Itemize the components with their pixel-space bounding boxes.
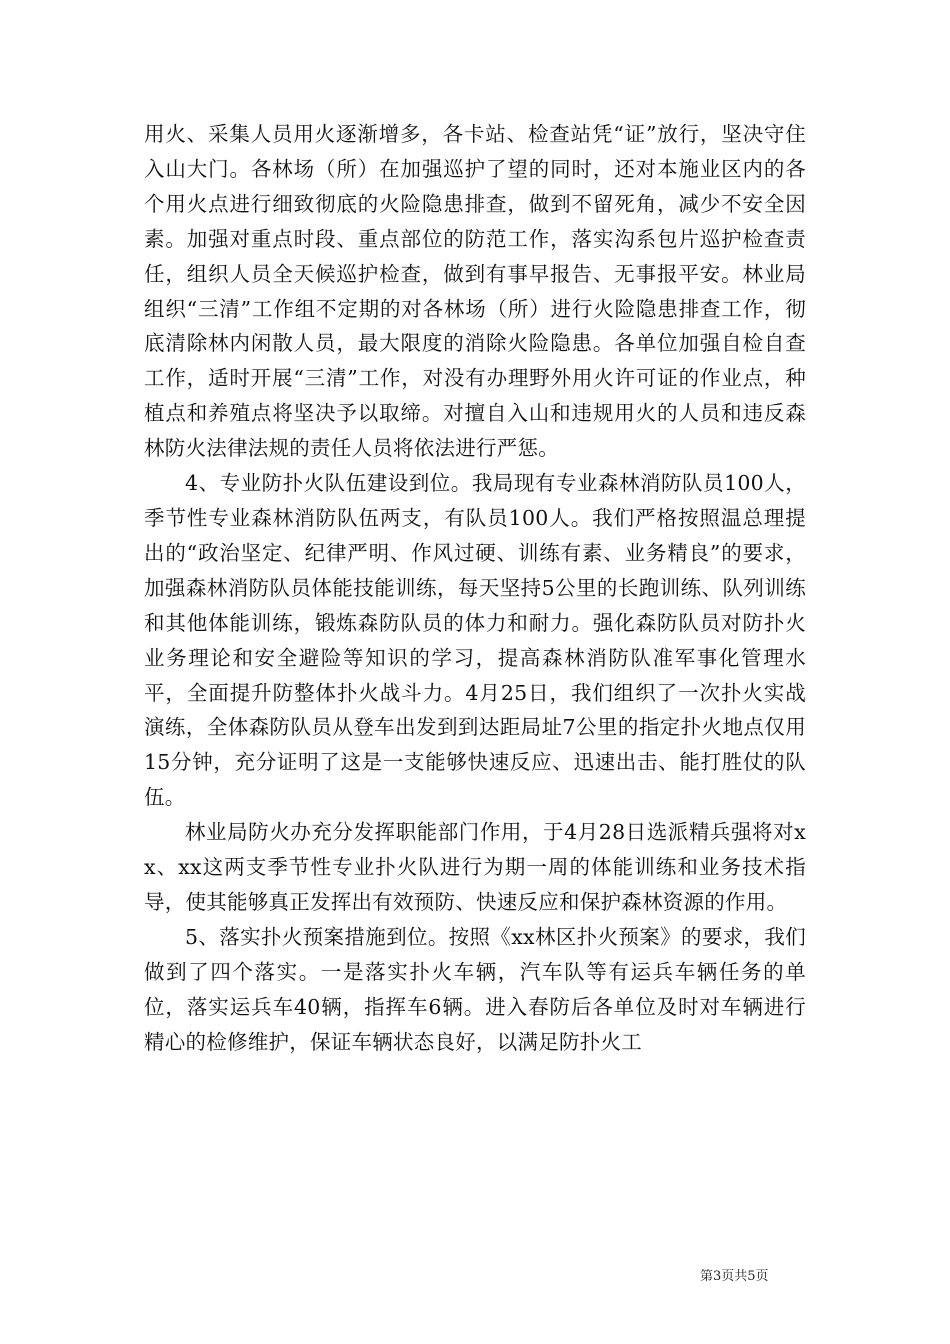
paragraph-fire-office-training: 林业局防火办充分发挥职能部门作用，于4月28日选派精兵强将对xx、xx这两支季节性专业扑火队进行为期一周的体能训练和业务技术指导，使其能够真正发挥出有效预防、快速反应和保护森林资源的作用。 <box>144 820 806 914</box>
paragraph-firefighting-team: 4、专业防扑火队伍建设到位。我局现有专业森林消防队员100人，季节性专业森林消防队伍两支，有队员100人。我们严格按照温总理提出的“政治坚定、纪律严明、作风过硬、训练有素、业务精良”的要求，加强森林消防队员体能技能训练，每天坚持5公里的长跑训练、队列训练和其他体能训练，锻炼森防队员的体力和耐力。强化森防队员对防扑火业务理论和安全避险等知识的学习，提高森林消防队准军事化管理水平，全面提升防整体扑火战斗力。4月25日，我们组织了一次扑火实战演练，全体森防队员从登车出发到到达距局址7公里的指定扑火地点仅用15分钟，充分证明了这是一支能够快速反应、迅速出击、能打胜仗的队伍。 <box>144 471 806 810</box>
paragraph-fire-patrol: 用火、采集人员用火逐渐增多，各卡站、检查站凭“证”放行，坚决守住入山大门。各林场（所）在加强巡护了望的同时，还对本施业区内的各个用火点进行细致彻底的火险隐患排查，做到不留死角，减少不安全因素。加强对重点时段、重点部位的防范工作，落实沟系包片巡护检查责任，组织人员全天候巡护检查，做到有事早报告、无事报平安。林业局组织“三清”工作组不定期的对各林场（所）进行火险隐患排查工作，彻底清除林内闲散人员，最大限度的消除火险隐患。各单位加强自检自查工作，适时开展“三清”工作，对没有办理野外用火许可证的作业点，种植点和养殖点将坚决予以取缔。对擅自入山和违规用火的人员和违反森林防火法律法规的责任人员将依法进行严惩。 <box>144 122 806 461</box>
page-number-footer: 第3页共5页 <box>700 1269 769 1284</box>
document-body <box>144 117 806 1059</box>
paragraph-fire-plan: 5、落实扑火预案措施到位。按照《xx林区扑火预案》的要求，我们做到了四个落实。一是落实扑火车辆，汽车队等有运兵车辆任务的单位，落实运兵车40辆，指挥车6辆。进入春防后各单位及时对车辆进行精心的检修维护，保证车辆状态良好，以满足防扑火工 <box>144 924 806 1054</box>
